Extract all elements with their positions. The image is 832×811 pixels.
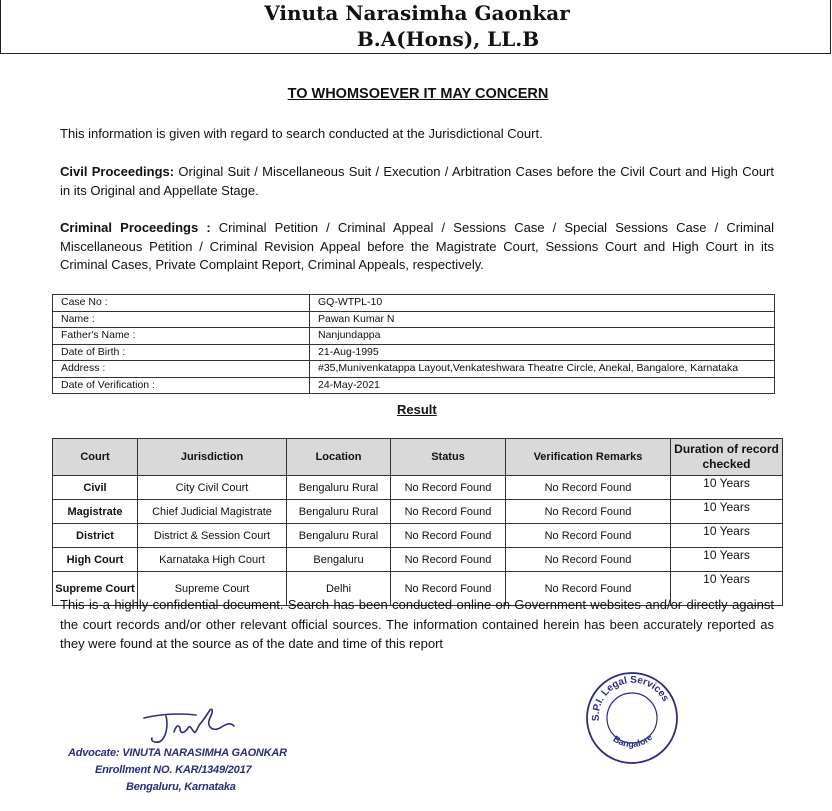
location-cell: Bengaluru Rural	[287, 476, 391, 500]
civil-text: Original Suit / Miscellaneous Suit / Execution / Arbitration Cases before the Civil Court and High Court in its Original and Appellate Stage.	[60, 164, 774, 198]
status-cell: No Record Found	[391, 524, 506, 548]
court-cell: Magistrate	[53, 500, 138, 524]
advocate-line: Advocate: VINUTA NARASIMHA GAONKAR	[68, 747, 287, 759]
signature-icon	[140, 704, 240, 746]
col-jurisdiction: Jurisdiction	[138, 439, 287, 476]
result-heading: Result	[397, 402, 437, 417]
court-cell: District	[53, 524, 138, 548]
table-row	[53, 524, 783, 548]
jurisdiction-cell: Chief Judicial Magistrate	[138, 500, 287, 524]
enrollment-line: Enrollment NO. KAR/1349/2017	[95, 764, 252, 776]
info-key: Address :	[53, 361, 310, 378]
duration-cell: 10 Years	[671, 572, 783, 606]
location-cell: Delhi	[287, 572, 391, 606]
duration-cell: 10 Years	[671, 548, 783, 572]
advocate-degree: B.A(Hons), LL.B	[356, 27, 540, 51]
info-key: Name :	[53, 311, 310, 328]
status-cell: No Record Found	[391, 548, 506, 572]
jurisdiction-cell: Karnataka High Court	[138, 548, 287, 572]
advocate-name: Vinuta Narasimha Gaonkar	[264, 1, 570, 25]
location-cell: Bengaluru Rural	[287, 524, 391, 548]
duration-cell: 10 Years	[671, 476, 783, 500]
duration-cell: 10 Years	[671, 524, 783, 548]
company-stamp-icon	[583, 669, 681, 767]
info-key: Father's Name :	[53, 328, 310, 345]
duration-cell: 10 Years	[671, 500, 783, 524]
confidentiality-note: This is a highly confidential document. Search has been conducted online on Government websites and/or directly against the court records and/or other relevant official sources. The information contained herein has been accurately reported as they were found at the source as of the date and time of this report	[60, 597, 774, 651]
jurisdiction-cell: Supreme Court	[138, 572, 287, 606]
civil-label: Civil Proceedings:	[60, 164, 175, 179]
result-header-row	[53, 439, 783, 476]
court-cell: Civil	[53, 476, 138, 500]
info-row	[53, 377, 775, 394]
info-key: Case No :	[53, 295, 310, 312]
status-cell: No Record Found	[391, 500, 506, 524]
remarks-cell: No Record Found	[506, 572, 671, 606]
location-cell: Bengaluru	[287, 548, 391, 572]
remarks-cell: No Record Found	[506, 524, 671, 548]
table-row	[53, 548, 783, 572]
advocate-block	[68, 745, 287, 796]
info-value: GQ-WTPL-10	[310, 295, 775, 312]
info-row	[53, 344, 775, 361]
remarks-cell: No Record Found	[506, 500, 671, 524]
criminal-text: Criminal Petition / Criminal Appeal / Sessions Case / Special Sessions Case / Criminal Miscellaneous Petition / Criminal Revision Appeal before the Magistrate Court, Sessions Court and High Court in its Criminal Cases, Private Complaint Report, Criminal Appeals, respectively.	[60, 220, 774, 272]
location-cell: Bengaluru Rural	[287, 500, 391, 524]
info-row	[53, 361, 775, 378]
jurisdiction-cell: City Civil Court	[138, 476, 287, 500]
info-key: Date of Birth :	[53, 344, 310, 361]
info-value: Nanjundappa	[310, 328, 775, 345]
court-cell: High Court	[53, 548, 138, 572]
info-row	[53, 328, 775, 345]
table-row	[53, 500, 783, 524]
status-cell: No Record Found	[391, 476, 506, 500]
jurisdiction-cell: District & Session Court	[138, 524, 287, 548]
info-row	[53, 295, 775, 312]
remarks-cell: No Record Found	[506, 476, 671, 500]
criminal-paragraph	[60, 219, 774, 275]
intro-paragraph: This information is given with regard to search conducted at the Jurisdictional Court.	[60, 126, 543, 141]
col-duration: Duration of record checked	[671, 439, 783, 476]
info-key: Date of Verification :	[53, 377, 310, 394]
civil-paragraph	[60, 163, 774, 200]
info-value: #35,Munivenkatappa Layout,Venkateshwara Theatre Circle, Anekal, Bangalore, Karnataka	[310, 361, 775, 378]
stamp-top-text: S.P.I. Legal Services	[590, 674, 671, 722]
result-table	[52, 438, 783, 606]
city-line: Bengaluru, Karnataka	[126, 781, 236, 793]
criminal-label: Criminal Proceedings :	[60, 220, 211, 235]
col-remarks: Verification Remarks	[506, 439, 671, 476]
info-value: Pawan Kumar N	[310, 311, 775, 328]
info-row	[53, 311, 775, 328]
stamp-bottom-text: Bangalore	[611, 732, 655, 750]
svg-text:Bangalore	[611, 732, 654, 749]
info-value: 21-Aug-1995	[310, 344, 775, 361]
col-status: Status	[391, 439, 506, 476]
candidate-info-table	[52, 294, 775, 394]
court-cell: Supreme Court	[53, 572, 138, 606]
letterhead	[0, 0, 831, 54]
document-title: TO WHOMSOEVER IT MAY CONCERN	[287, 86, 549, 102]
col-court: Court	[53, 439, 138, 476]
status-cell: No Record Found	[391, 572, 506, 606]
remarks-cell: No Record Found	[506, 548, 671, 572]
info-value: 24-May-2021	[310, 377, 775, 394]
col-location: Location	[287, 439, 391, 476]
table-row	[53, 476, 783, 500]
